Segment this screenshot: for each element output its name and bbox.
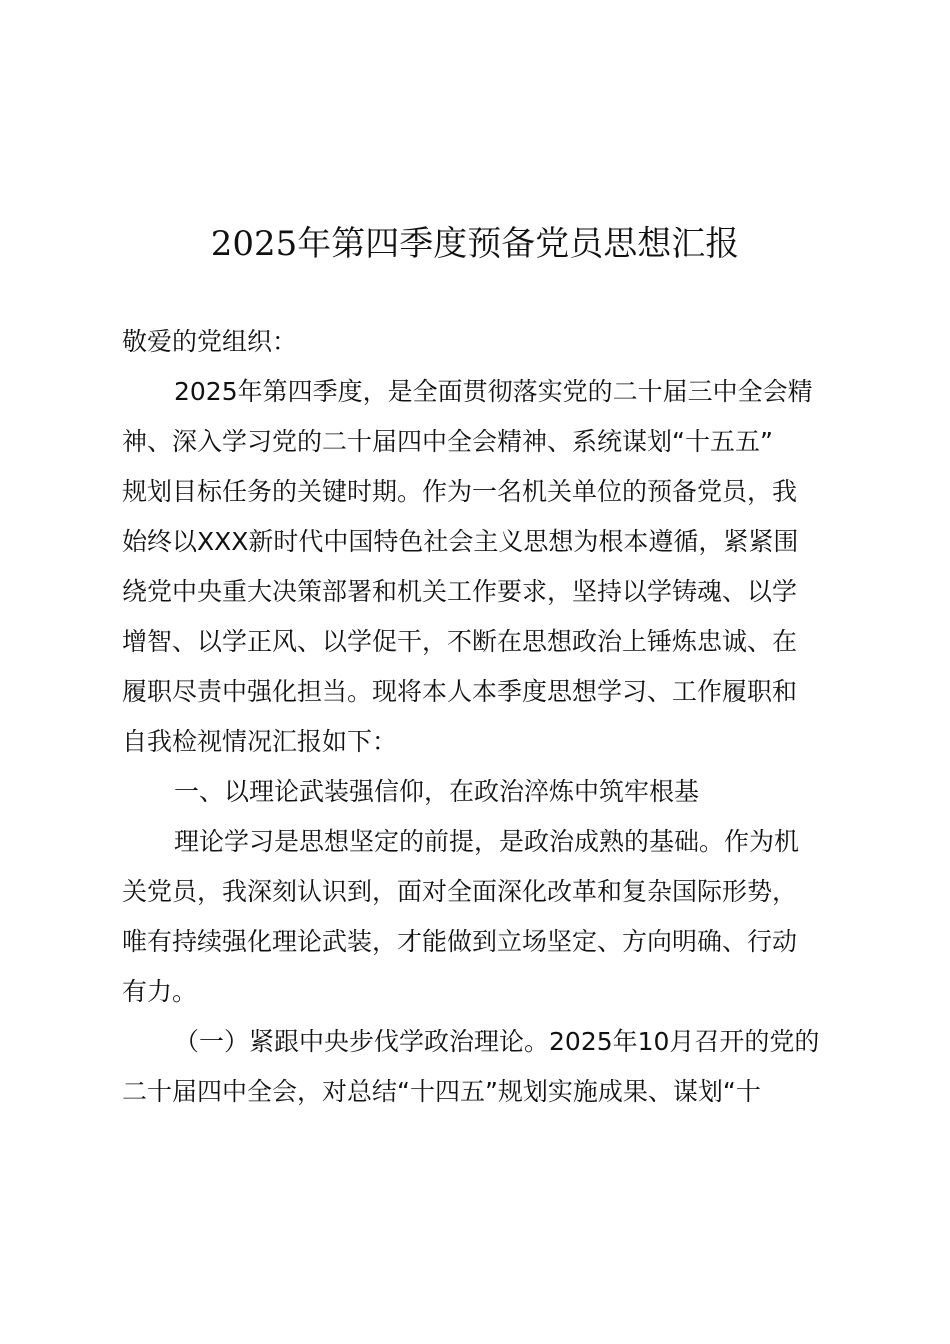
body-line-13: 唯有持续强化理论武装，才能做到立场坚定、方向明确、行动 <box>122 927 798 956</box>
subsection-heading-1: （一）紧跟中央步伐学政治理论。2025年10月召开的党的 <box>174 1027 820 1056</box>
section-heading-1: 一、以理论武装强信仰，在政治淬炼中筑牢根基 <box>174 777 700 806</box>
body-line-1: 敬爱的党组织： <box>122 327 298 356</box>
body-line-16: 二十届四中全会，对总结“十四五”规划实施成果、谋划“十 <box>122 1077 761 1106</box>
body-line-6: 绕党中央重大决策部署和机关工作要求，坚持以学铸魂、以学 <box>122 577 798 606</box>
body-line-8: 履职尽责中强化担当。现将本人本季度思想学习、工作履职和 <box>122 677 798 706</box>
body-line-5: 始终以XXX新时代中国特色社会主义思想为根本遵循，紧紧围 <box>122 527 799 556</box>
body-line-14: 有力。 <box>122 977 198 1006</box>
body-line-9: 自我检视情况汇报如下： <box>122 727 398 756</box>
body-line-3: 神、深入学习党的二十届四中全会精神、系统谋划“十五五” <box>122 427 773 456</box>
body-line-11: 理论学习是思想坚定的前提，是政治成熟的基础。作为机 <box>174 827 800 856</box>
document-title: 2025年第四季度预备党员思想汇报 <box>210 224 740 264</box>
body-line-7: 增智、以学正风、以学促干，不断在思想政治上锤炼忠诚、在 <box>122 627 798 656</box>
body-line-12: 关党员，我深刻认识到，面对全面深化改革和复杂国际形势， <box>122 877 798 906</box>
body-line-2: 2025年第四季度，是全面贯彻落实党的二十届三中全会精 <box>174 377 813 406</box>
body-line-4: 规划目标任务的关键时期。作为一名机关单位的预备党员，我 <box>122 477 798 506</box>
